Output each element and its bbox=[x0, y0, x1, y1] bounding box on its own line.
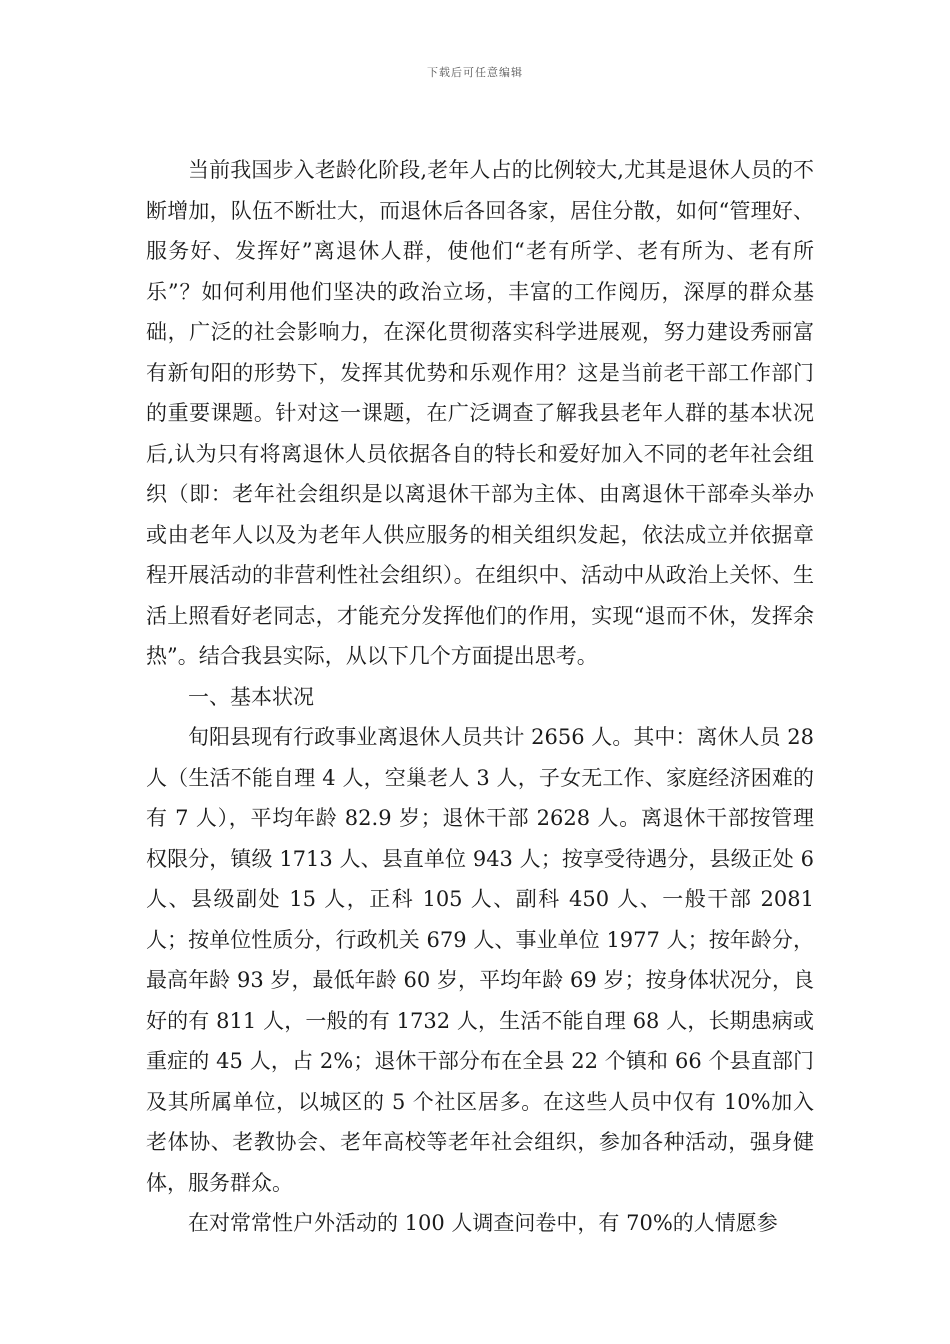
paragraph-intro: 当前我国步入老龄化阶段,老年人占的比例较大,尤其是退休人员的不断增加，队伍不断壮大，而退休后各回各家，居住分散，如何“管理好、服务好、发挥好”离退休人群，使他们“老有所学、老有所为、老有所乐”？如何利用他们坚决的政治立场，丰富的工作阅历，深厚的群众基础，广泛的社会影响力，在深化贯彻落实科学进展观，努力建设秀丽富有新旬阳的形势下，发挥其优势和乐观作用？这是当前老干部工作部门的重要课题。针对这一课题，在广泛调查了解我县老年人群的基本状况后,认为只有将离退休人员依据各自的特长和爱好加入不同的老年社会组织（即：老年社会组织是以离退休干部为主体、由离退休干部牵头举办或由老年人以及为老年人供应服务的相关组织发起，依法成立并依据章程开展活动的非营利性社会组织）。在组织中、活动中从政治上关怀、生活上照看好老同志，才能充分发挥他们的作用，实现“退而不休，发挥余热”。结合我县实际，从以下几个方面提出思考。 bbox=[146, 158, 814, 668]
document-body bbox=[146, 150, 814, 1244]
page-header: 下载后可任意编辑 bbox=[427, 66, 523, 79]
section-heading-basic-status: 一、基本状况 bbox=[188, 684, 314, 709]
paragraph-survey: 在对常常性户外活动的 100 人调查问卷中，有 70%的人情愿参 bbox=[188, 1211, 778, 1235]
paragraph-statistics: 旬阳县现有行政事业离退休人员共计 2656 人。其中：离休人员 28 人（生活不能自理 4 人，空巢老人 3 人，子女无工作、家庭经济困难的有 7 人），平均年龄 82.9 岁；退休干部 2628 人。离退休干部按管理权限分，镇级 1713 人、县直单位 943 人；按享受待遇分，县级正处 6 人、县级副处 15 人，正科 105 人、副科 450 人、一般干部 2081 人；按单位性质分，行政机关 679 人、事业单位 1977 人；按年龄分，最高年龄 93 岁，最低年龄 60 岁，平均年龄 69 岁；按身体状况分，良好的有 811 人，一般的有 1732 人，生活不能自理 68 人，长期患病或重症的 45 人，占 2%；退休干部分布在全县 22 个镇和 66 个县直部门及其所属单位，以城区的 5 个社区居多。在这些人员中仅有 10%加入老体协、老教协会、老年高校等老年社会组织，参加各种活动，强身健体，服务群众。 bbox=[146, 725, 814, 1195]
